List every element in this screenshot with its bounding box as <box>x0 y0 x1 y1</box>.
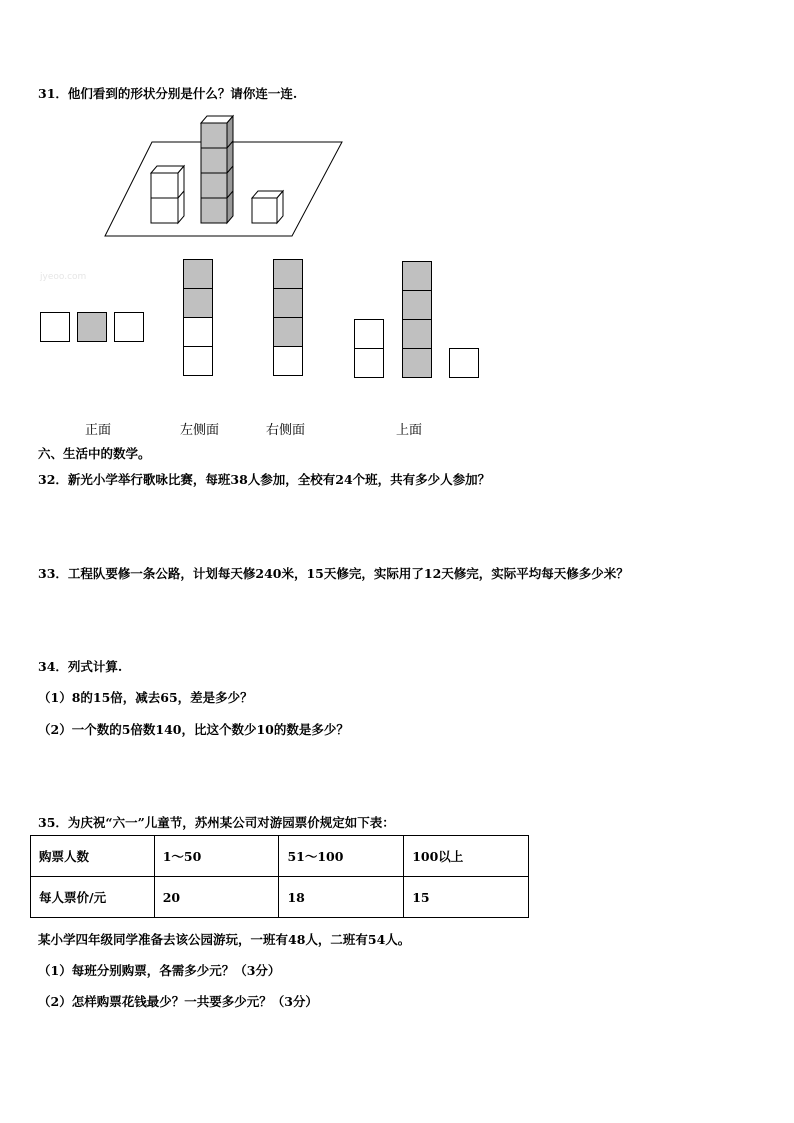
square-gray <box>273 259 303 289</box>
table-row <box>31 836 529 877</box>
square-gray <box>402 348 432 378</box>
q35-item-2: （2）怎样购票花钱最少？一共要多少元？（3分） <box>38 994 318 1009</box>
square-white <box>40 312 70 342</box>
square-white <box>183 346 213 376</box>
label-top[interactable]: 上面 <box>396 423 423 438</box>
table-cell: 51～100 <box>279 836 404 877</box>
square-gray <box>402 261 432 291</box>
q34-item-1: （1）8的15倍，减去65，差是多少？ <box>38 690 253 705</box>
q31-title: 31．他们看到的形状分别是什么？请你连一连. <box>38 86 298 101</box>
table-cell: 购票人数 <box>31 836 155 877</box>
table-cell: 18 <box>279 877 404 918</box>
table-cell: 20 <box>154 877 279 918</box>
watermark: jyeoo.com <box>40 272 87 282</box>
table-row <box>31 877 529 918</box>
table-cell: 15 <box>404 877 529 918</box>
square-gray <box>402 319 432 349</box>
square-gray <box>183 288 213 318</box>
section-six-heading: 六、生活中的数学。 <box>38 446 151 461</box>
square-gray <box>402 290 432 320</box>
square-gray <box>273 288 303 318</box>
square-white <box>183 317 213 347</box>
q35-title: 35．为庆祝“六一”儿童节，苏州某公司对游园票价规定如下表： <box>38 815 395 830</box>
q34-title: 34．列式计算. <box>38 659 123 674</box>
label-front[interactable]: 正面 <box>85 423 112 438</box>
label-right-side[interactable]: 右侧面 <box>266 423 306 438</box>
square-white <box>449 348 479 378</box>
square-white <box>354 348 384 378</box>
table-cell: 100以上 <box>404 836 529 877</box>
q33-text: 33．工程队要修一条公路，计划每天修240米，15天修完，实际用了12天修完，实际平均每天修多少米？ <box>38 566 629 581</box>
square-white <box>354 319 384 349</box>
square-white <box>273 346 303 376</box>
q32-text: 32．新光小学举行歌咏比赛，每班38人参加，全校有24个班，共有多少人参加？ <box>38 472 491 487</box>
label-left-side[interactable]: 左侧面 <box>180 423 220 438</box>
table-cell: 每人票价/元 <box>31 877 155 918</box>
q34-item-2: （2）一个数的5倍数140，比这个数少10的数是多少？ <box>38 722 349 737</box>
square-gray <box>183 259 213 289</box>
square-white <box>114 312 144 342</box>
ticket-price-table <box>30 835 529 918</box>
table-cell: 1～50 <box>154 836 279 877</box>
square-gray <box>273 317 303 347</box>
square-gray <box>77 312 107 342</box>
cube-arrangement-figure <box>100 112 350 242</box>
q35-info: 某小学四年级同学准备去该公园游玩，一班有48人，二班有54人。 <box>38 932 411 947</box>
q35-item-1: （1）每班分别购票，各需多少元？（3分） <box>38 963 281 978</box>
